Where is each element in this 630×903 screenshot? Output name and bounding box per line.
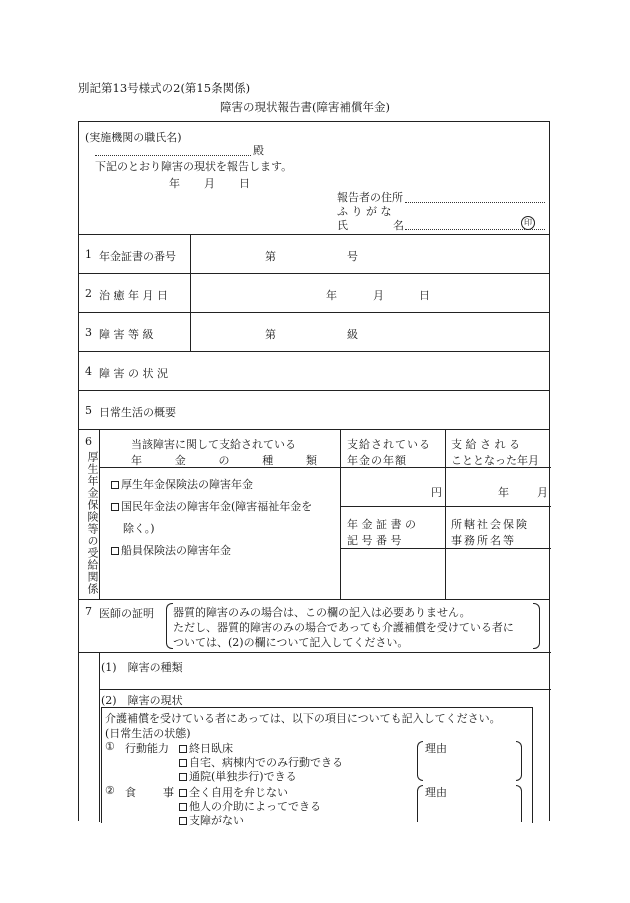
pension-item-2 [111,498,312,514]
mobility-option-label: 終日臥床 [189,742,233,755]
doctor-label: 医師の証明 [99,607,154,620]
row3-num: 3 [85,326,92,339]
checkbox[interactable] [179,745,187,753]
pension-month: 月 [537,486,548,499]
row1-prefix: 第 [265,250,276,263]
divider [79,599,549,600]
pension-item-1 [111,476,253,492]
checkbox[interactable] [111,481,119,489]
col1-char: 類 [306,454,317,467]
row2-label: 治 癒 年 月 日 [99,289,168,302]
row2-day: 日 [419,289,430,302]
pension-col3-line2: こととなった年月 [451,454,539,467]
pension-item-2-cont: 除く。) [123,522,155,535]
row2-year: 年 [326,289,337,302]
pension-item-3 [111,542,231,558]
row1-label: 年金証書の番号 [99,250,176,263]
divider [99,689,551,690]
reason-bracket-right [516,785,522,822]
divider [340,548,551,549]
row4-label: 障 害 の 状 況 [99,367,168,380]
doctor-num: 7 [85,605,92,618]
date-year: 年 [169,177,180,190]
honorific: 殿 [253,144,264,157]
pension-item-2-label: 国民年金法の障害年金(障害福祉年金を [121,500,313,513]
doctor-note-1: 器質的障害のみの場合は、この欄の記入は必要ありません。 [173,606,471,619]
row3-label: 障 害 等 級 [99,328,154,341]
meal-label-2: 事 [163,786,174,799]
cert-line2: 記 号 番 号 [347,534,402,547]
meal-option-label: 全く自用を弁じない [189,786,288,799]
date-day: 日 [239,177,250,190]
pension-col1-line1: 当該障害に関して支給されている [131,438,296,451]
form-title: 障害の現状報告書(障害補償年金) [220,100,390,114]
mobility-option-label: 通院(単独歩行)できる [189,770,297,783]
column-divider [445,429,446,599]
mobility-label: 行動能力 [125,742,169,755]
column-divider [190,234,191,351]
seal-icon [521,215,535,230]
pension-item-3-label: 船員保険法の障害年金 [121,544,231,557]
mobility-option [179,768,297,784]
pension-col2-line1: 支給されている [347,438,431,451]
reporter-address-label: 報告者の住所 [337,191,403,204]
meal-num: ② [105,784,115,797]
office-line2: 事務所名等 [451,534,516,547]
report-form [78,121,550,827]
bracket-right [533,603,540,649]
pension-col1-line2 [131,452,317,468]
row5-num: 5 [85,404,92,417]
meal-option-label: 他人の介助によってできる [189,800,321,813]
meal-reason-label: 理由 [425,786,447,799]
checkbox[interactable] [179,789,187,797]
divider [79,351,549,352]
checkbox[interactable] [179,773,187,781]
row1-num: 1 [85,248,92,261]
pension-col2-line2: 年金の年額 [347,454,407,467]
row3-suffix: 級 [347,328,358,341]
meal-option-label: 支障がない [189,814,244,827]
date-month: 月 [204,177,215,190]
divider [79,429,549,430]
pension-vertical-label: 厚生年金保険等の受給関係 [86,451,99,595]
doctor-note-3: ついては、(2)の欄について記入してください。 [173,636,409,649]
row1-suffix: 号 [347,250,358,263]
checkbox[interactable] [179,817,187,825]
pension-num: 6 [85,435,92,448]
care-note: 介護補償を受けている者にあっては、以下の項目についても記入してください。 [105,712,501,725]
addressee-label: (実施機関の職氏名) [85,131,182,144]
seal-mark: 印 [521,216,535,230]
reporter-address-field[interactable] [405,202,545,203]
row2-num: 2 [85,287,92,300]
divider [340,506,551,507]
mobility-reason-label: 理由 [425,742,447,755]
reporter-name-label-2: 名 [393,219,404,232]
checkbox[interactable] [179,759,187,767]
checkbox[interactable] [179,803,187,811]
section-disability-status: (2) 障害の現状 [101,694,183,707]
row4-num: 4 [85,365,92,378]
pension-yen: 円 [431,486,442,499]
addressee-field[interactable] [95,155,251,156]
row2-month: 月 [373,289,384,302]
form-number: 別記第13号様式の2(第15条関係) [78,81,251,95]
row3-prefix: 第 [265,328,276,341]
reporter-furigana-label: ふ り が な [337,205,392,218]
meal-label-1: 食 [125,786,136,799]
cert-line1: 年 金 証 書 の [347,518,416,531]
intro-text: 下記のとおり障害の現状を報告します。 [95,160,293,173]
pension-year: 年 [498,486,509,499]
divider [79,273,549,274]
mobility-num: ① [105,740,115,753]
col1-char: 金 [174,454,186,467]
divider [79,312,549,313]
mobility-option-label: 自宅、病棟内でのみ行動できる [189,756,343,769]
doctor-note-2: ただし、器質的障害のみの場合であっても介護補償を受けている者に [173,621,514,634]
divider [79,390,549,391]
row5-label: 日常生活の概要 [99,406,176,419]
office-line1: 所轄社会保険 [451,518,529,531]
col1-char: の [218,454,230,467]
reporter-name-label-1: 氏 [337,219,348,232]
col1-char: 種 [262,454,274,467]
pension-item-1-label: 厚生年金保険法の障害年金 [121,478,253,491]
checkbox[interactable] [111,503,119,511]
bracket-left [166,603,173,649]
divider [79,234,549,235]
reason-bracket-right [516,741,522,781]
checkbox[interactable] [111,547,119,555]
pension-col3-line1: 支 給 さ れ る [451,438,520,451]
reason-bracket-left [417,741,423,781]
reason-bracket-left [417,785,423,822]
meal-option [179,812,244,828]
col1-char: 年 [131,454,142,467]
daily-heading: (日常生活の状態) [105,727,191,740]
section-disability-type: (1) 障害の種類 [101,661,183,674]
column-divider [340,429,341,599]
